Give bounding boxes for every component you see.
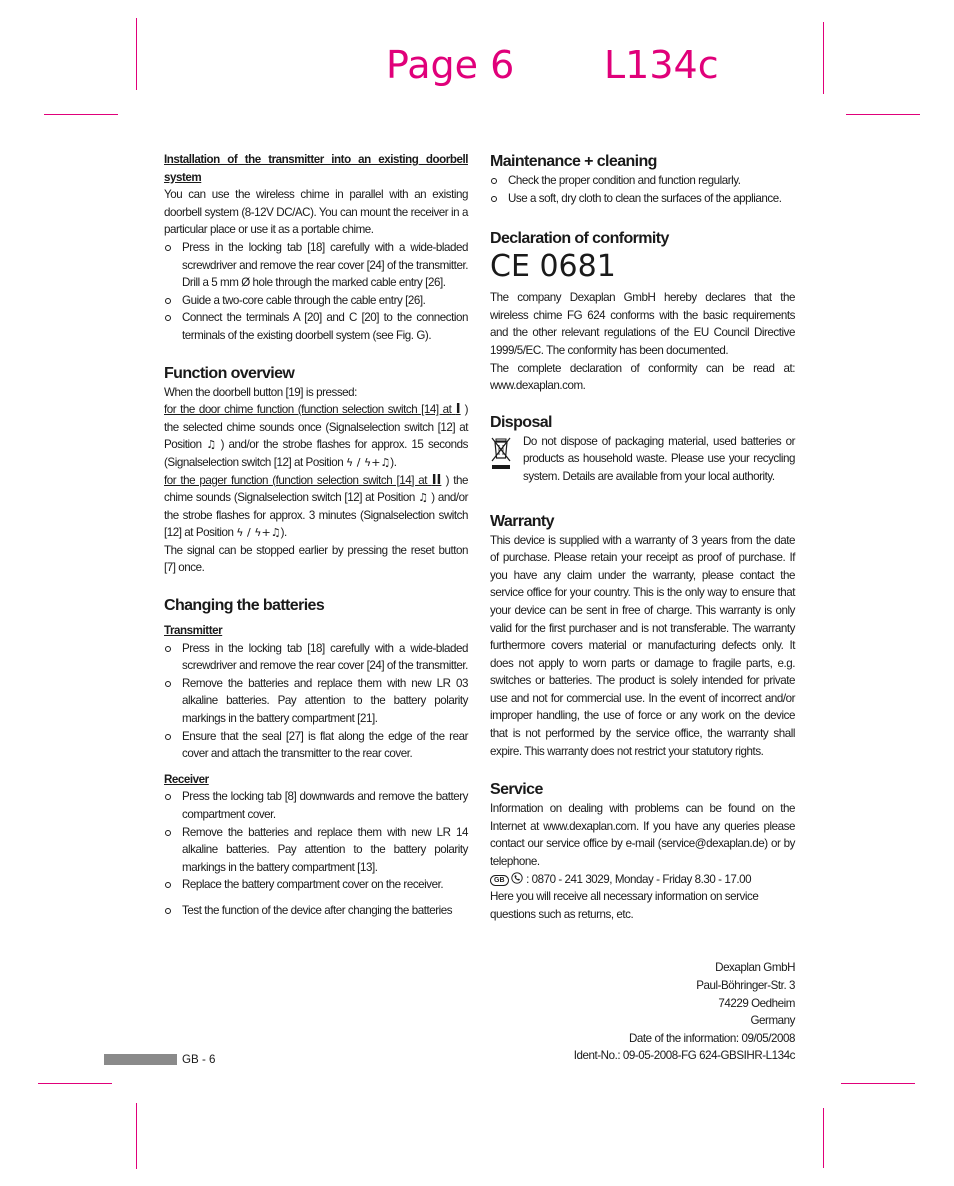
function-overview-title: Function overview <box>164 364 295 382</box>
left-column <box>164 151 468 920</box>
pager-text: ). <box>280 526 287 540</box>
address-line: Paul-Böhringer-Str. 3 <box>696 979 795 992</box>
flash-note-icon: ϟ / ϟ+♫ <box>345 455 391 469</box>
list-item: Press in the locking tab [18] carefully with a wide-bladed screwdriver and remove the rear cover [24] of the transmitter. <box>164 640 468 675</box>
address-line: Ident-No.: 09-05-2008-FG 624-GBSIHR-L134c <box>573 1049 795 1063</box>
installation-list <box>164 239 468 345</box>
crop-mark <box>38 1083 112 1084</box>
transmitter-list <box>164 640 468 763</box>
list-item: Press the locking tab [8] downwards and remove the battery compartment cover. <box>164 788 468 823</box>
model-heading: L134c <box>604 43 719 87</box>
list-item: Press in the locking tab [18] carefully with a wide-bladed screwdriver and remove the rear cover [24] of the transmitter. Drill a 5 mm Ø hole through the marked cable entry [26]. <box>164 239 468 292</box>
reset-text: The signal can be stopped earlier by pressing the reset button [7] once. <box>164 543 468 575</box>
music-note-icon: ♫ <box>418 491 428 505</box>
function-intro: When the doorbell button [19] is pressed: <box>164 385 357 399</box>
maintenance-list <box>490 172 795 207</box>
service-text-2: Here you will receive all necessary information on service questions such as returns, etc. <box>490 890 759 921</box>
pager-paragraph <box>164 472 468 542</box>
crop-mark <box>846 114 920 115</box>
selector-two-icon: II <box>431 472 442 488</box>
receiver-title: Receiver <box>164 772 209 786</box>
phone-number: : 0870 - 241 3029, Monday - Friday 8.30 - 17.00 <box>526 872 752 886</box>
crop-mark <box>823 1108 824 1168</box>
service-phone <box>490 871 795 889</box>
list-item: Replace the battery compartment cover on the receiver. <box>164 876 468 894</box>
disposal-block <box>490 433 795 486</box>
right-column <box>490 152 795 1065</box>
list-item: Ensure that the seal [27] is flat along the edge of the rear cover and attach the transmitter to the rear cover. <box>164 728 468 763</box>
door-chime-text: ) and/or the strobe flashes for approx. 15 seconds (Signalselection switch [12] at Position <box>164 438 468 469</box>
phone-icon <box>511 872 523 884</box>
disposal-text: Do not dispose of packaging material, used batteries or products as household waste. Please use your recycling system. Details are available from your local authority. <box>523 434 795 483</box>
installation-title: Installation of the transmitter into an existing doorbell system <box>164 153 468 184</box>
list-item: Test the function of the device after changing the batteries <box>164 902 468 920</box>
page-number-heading: Page 6 <box>386 43 515 87</box>
crossed-bin-icon <box>491 436 511 470</box>
transmitter-title: Transmitter <box>164 624 223 638</box>
list-item: Connect the terminals A [20] and C [20] to the connection terminals of the existing doorbell system (see Fig. G). <box>164 309 468 344</box>
service-text: Information on dealing with problems can be found on the Internet at www.dexaplan.com. If you have any queries please contact our service office by e-mail (service@dexaplan.de) or by telephone. <box>490 802 795 869</box>
maintenance-title: Maintenance + cleaning <box>490 153 657 170</box>
list-item: Guide a two-core cable through the cable entry [26]. <box>164 292 468 310</box>
list-item: Use a soft, dry cloth to clean the surfaces of the appliance. <box>490 190 795 208</box>
batteries-title: Changing the batteries <box>164 597 325 615</box>
list-item: Check the proper condition and function regularly. <box>490 172 795 190</box>
service-title: Service <box>490 781 543 799</box>
address-line: 74229 Oedheim <box>718 996 795 1010</box>
page-footer: GB - 6 <box>182 1053 216 1066</box>
door-chime-label: for the door chime function (function selection switch [14] at <box>164 403 452 417</box>
pager-text: ) and/or the strobe flashes for approx. 3 minutes (Signalselection switch [12] at Position <box>164 491 468 540</box>
footer-bar <box>104 1054 177 1065</box>
list-item: Remove the batteries and replace them with new LR 14 alkaline batteries. Pay attention to the battery polarity markings in the battery compartment [13]. <box>164 824 468 877</box>
crop-mark <box>823 22 824 94</box>
conformity-title: Declaration of conformity <box>490 230 669 248</box>
disposal-title: Disposal <box>490 413 552 431</box>
crop-mark <box>44 114 118 115</box>
door-chime-text: ). <box>390 455 397 469</box>
warranty-title: Warranty <box>490 512 554 530</box>
gb-badge: GB <box>490 875 509 886</box>
door-chime-text: ) the selected chime sounds once (Signalselection switch [12] at Position <box>164 403 468 452</box>
crop-mark <box>841 1083 915 1084</box>
pager-text: ) the chime sounds (Signalselection switch [12] at Position <box>164 473 468 505</box>
address-line: Germany <box>750 1014 795 1028</box>
test-list <box>164 902 468 920</box>
list-item: Remove the batteries and replace them with new LR 03 alkaline batteries. Pay attention to the battery polarity markings in the battery compartment [21]. <box>164 675 468 728</box>
flash-note-icon: ϟ / ϟ+♫ <box>236 526 281 540</box>
address-line: Dexaplan GmbH <box>715 961 795 975</box>
installation-intro: You can use the wireless chime in parallel with an existing doorbell system (8-12V DC/AC). You can mount the receiver in a particular place or use it as a portable chime. <box>164 188 468 237</box>
crop-mark <box>136 1103 137 1169</box>
ce-mark: CE 0681 <box>490 249 616 285</box>
door-chime-paragraph <box>164 401 468 471</box>
music-note-icon: ♫ <box>206 438 217 452</box>
warranty-text: This device is supplied with a warranty of 3 years from the date of purchase. Please retain your receipt as proof of purchase. If you have any claim under the warranty, please contact the service office for your country. This is the only way to ensure that your device can be sent in free of charge. This warranty is only valid for the first purchaser and is not transferable. The warranty furthermore covers material or manufacturing defects only. It does not apply to worn parts or damage to fragile parts, e.g. switches or batteries. The product is solely intended for private use and not for commercial use. In the event of incorrect and/or improper handling, the use of force or any work on the device that is not performed by the service office, the warranty shall expire. This warranty does not restrict your statutory rights. <box>490 533 795 758</box>
pager-label: for the pager function (function selection switch [14] at <box>164 473 428 487</box>
conformity-text-2: The complete declaration of conformity can be read at: www.dexaplan.com. <box>490 361 795 393</box>
address-block <box>490 959 795 1065</box>
conformity-text: The company Dexaplan GmbH hereby declares that the wireless chime FG 624 conforms with the basic requirements and the other relevant regulations of the EU Council Directive 1999/5/EC. The conformity has been documented. <box>490 291 795 357</box>
address-line: Date of the information: 09/05/2008 <box>628 1031 795 1045</box>
crop-mark <box>136 18 137 90</box>
receiver-list <box>164 788 468 894</box>
selector-one-icon: I <box>455 402 461 418</box>
